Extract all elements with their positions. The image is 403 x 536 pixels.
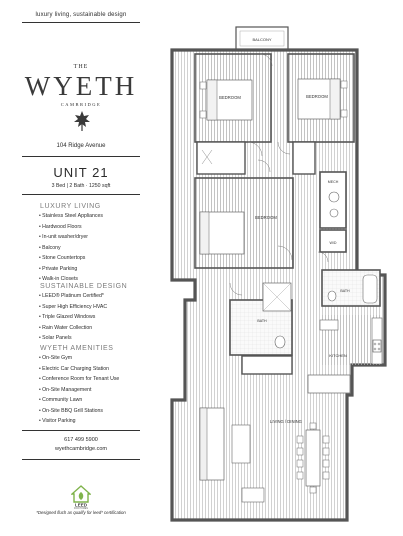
bedroom-1 bbox=[195, 54, 271, 142]
closet bbox=[197, 142, 245, 174]
laundry-closet bbox=[320, 230, 346, 252]
section-heading-amenities: WYETH AMENITIES bbox=[40, 345, 114, 352]
bedroom-3 bbox=[195, 178, 293, 268]
logo-wordmark: WYETH bbox=[24, 71, 138, 101]
section-heading-luxury: LUXURY LIVING bbox=[40, 203, 101, 210]
wd-label: W/D bbox=[329, 241, 337, 245]
leed-mark: LEED bbox=[74, 502, 88, 508]
mech-room bbox=[320, 172, 346, 228]
living-label: LIVING / DINING bbox=[270, 419, 302, 424]
unit-title: UNIT 21 bbox=[53, 165, 109, 180]
kitchen-island bbox=[308, 375, 350, 393]
mech-label: MECH bbox=[327, 180, 339, 184]
list-item: • Visitor Parking bbox=[39, 416, 119, 427]
list-item: • On-Site Management bbox=[39, 385, 119, 396]
leed-caption: *Designed fluch as qualify for leed* certification bbox=[36, 510, 126, 515]
list-item: • In-unit washer/dryer bbox=[39, 232, 103, 243]
bedroom1-label: BEDROOM bbox=[219, 95, 241, 100]
list-item: • Super High Efficiency HVAC bbox=[39, 302, 107, 313]
bath2-label: BATH bbox=[257, 319, 267, 323]
list-item: • Community Lawn bbox=[39, 395, 119, 406]
list-item: • Hardwood Floors bbox=[39, 222, 103, 233]
bath-1 bbox=[322, 270, 380, 306]
phone-number: 617 499 5900 bbox=[64, 437, 98, 443]
list-item: • Triple Glazed Windows bbox=[39, 312, 107, 323]
list-item: • Balcony bbox=[39, 243, 103, 254]
logo-city: CAMBRIDGE bbox=[60, 102, 102, 107]
balcony-label: BALCONY bbox=[252, 37, 272, 42]
kitchen-label: KITCHEN bbox=[329, 353, 347, 358]
list-item: • Solar Panels bbox=[39, 333, 107, 344]
list-item: • On-Site Gym bbox=[39, 353, 119, 364]
unit-specs: 3 Bed | 2 Bath · 1250 sqft bbox=[51, 183, 111, 189]
list-item: • Walk-in Closets bbox=[39, 274, 103, 285]
balcony bbox=[236, 27, 288, 50]
closet bbox=[242, 356, 292, 374]
list-item: • Electric Car Charging Station bbox=[39, 364, 119, 375]
list-item: • On-Site BBQ Grill Stations bbox=[39, 406, 119, 417]
section-heading-sustainable: SUSTAINABLE DESIGN bbox=[40, 283, 128, 290]
closet bbox=[293, 142, 315, 174]
address: 104 Ridge Avenue bbox=[56, 143, 106, 149]
tagline: luxury living, sustainable design bbox=[35, 12, 127, 18]
list-item: • Conference Room for Tenant Use bbox=[39, 374, 119, 385]
website-link[interactable]: wyethcambridge.com bbox=[55, 446, 107, 452]
list-item: • Stone Countertops bbox=[39, 253, 103, 264]
bedroom3-label: BEDROOM bbox=[255, 215, 277, 220]
list-item: • Rain Water Collection bbox=[39, 323, 107, 334]
bedroom-2 bbox=[288, 54, 354, 142]
logo-the: THE bbox=[73, 64, 89, 70]
bath1-label: BATH bbox=[340, 289, 350, 293]
bedroom2-label: BEDROOM bbox=[306, 94, 328, 99]
list-item: • LEED® Platinum Certified* bbox=[39, 291, 107, 302]
list-item: • Stainless Steel Appliances bbox=[39, 211, 103, 222]
list-item: • Private Parking bbox=[39, 264, 103, 275]
leed-sub: FOR HOMES bbox=[74, 508, 88, 509]
